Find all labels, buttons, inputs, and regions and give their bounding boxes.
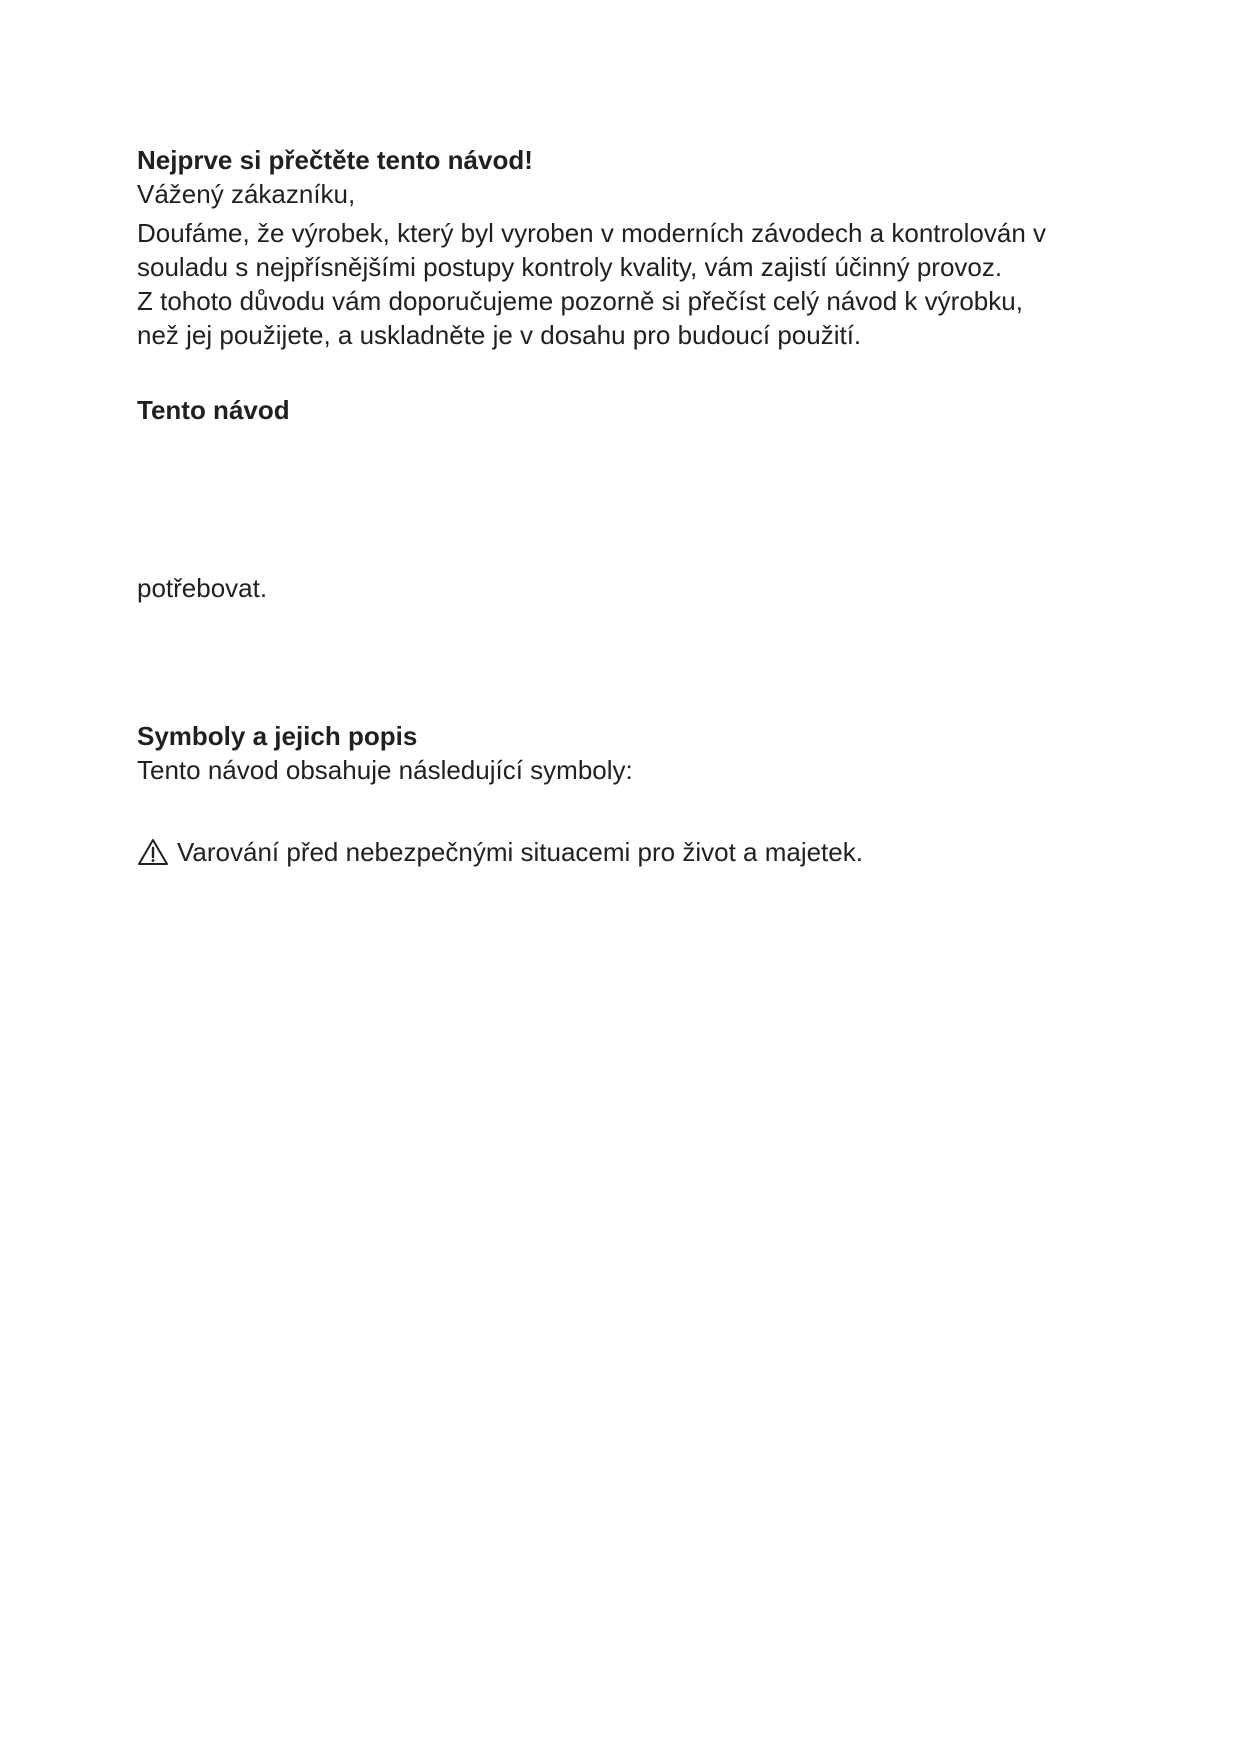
symbols-heading: Symboly a jejich popis: [137, 721, 418, 751]
intro-line: souladu s nejpřísnějšími postupy kontroly kvality, vám zajistí účinný provoz.: [137, 252, 1003, 282]
warning-symbol-text: Varování před nebezpečnými situacemi pro život a majetek.: [177, 837, 863, 867]
manual-tail-text: potřebovat.: [137, 573, 268, 603]
intro-line: Z tohoto důvodu vám doporučujeme pozorně si přečíst celý návod k výrobku,: [137, 286, 1023, 316]
warning-symbol-row: [137, 835, 1097, 869]
intro-line: než jej použijete, a uskladněte je v dosahu pro budoucí použití.: [137, 320, 862, 350]
intro-greeting: Vážený zákazníku,: [137, 179, 356, 209]
manual-heading: Tento návod: [137, 395, 290, 425]
intro-paragraph: [137, 216, 1097, 352]
warning-triangle-icon: [137, 838, 169, 866]
symbols-intro: Tento návod obsahuje následující symboly:: [137, 755, 633, 785]
intro-line: Doufáme, že výrobek, který byl vyroben v moderních závodech a kontrolován v: [137, 218, 1046, 248]
intro-heading: Nejprve si přečtěte tento návod!: [137, 145, 533, 175]
